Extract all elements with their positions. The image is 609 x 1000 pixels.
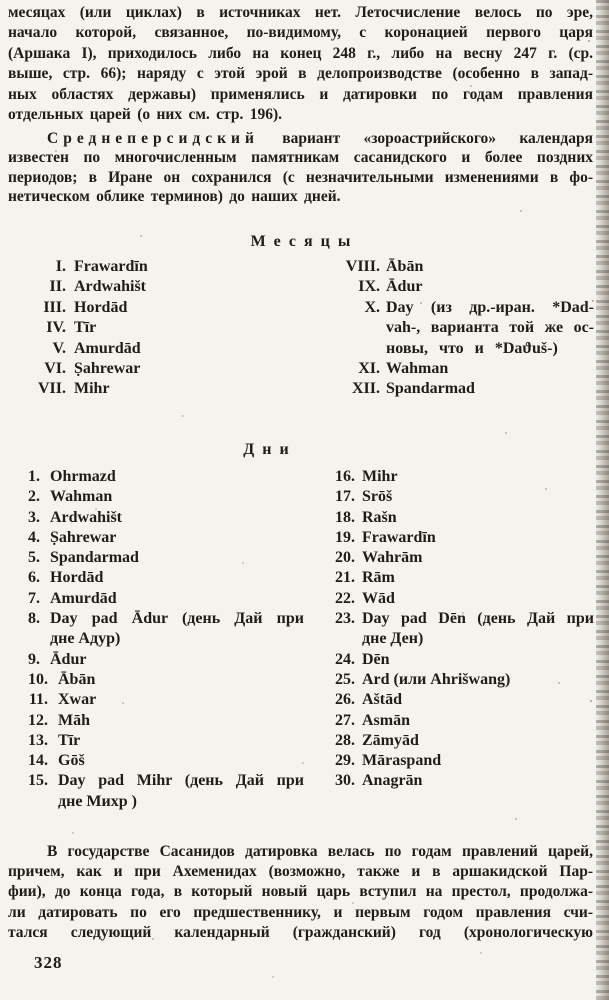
list-item <box>10 508 304 528</box>
scan-speckles <box>0 0 2 2</box>
item-name: Asmān <box>362 711 411 729</box>
list-item <box>10 548 304 568</box>
list-item <box>322 528 594 548</box>
item-name: Aštād <box>362 691 403 709</box>
item-name: Hordād <box>50 569 104 587</box>
item-number: IV. <box>46 319 66 337</box>
list-item <box>322 731 594 751</box>
item-number: 29. <box>335 752 355 770</box>
paragraph-line <box>8 129 593 148</box>
paragraph-line-rest: вариант «зороастрийского» календаря <box>282 130 593 147</box>
paragraph-line: тался следующий календарный (гражданский) год (хронологическую <box>8 923 593 941</box>
item-number: 4. <box>28 528 40 546</box>
list-item <box>10 731 304 751</box>
list-item <box>24 379 304 399</box>
item-number: VI. <box>44 360 66 378</box>
paragraph-line: ных областях державы) применялись и датировки по годам правления <box>8 85 593 103</box>
item-name: Māh <box>58 711 90 729</box>
item-name <box>386 298 594 359</box>
list-item <box>10 670 304 690</box>
item-name: Frawardīn <box>362 528 436 546</box>
list-item <box>330 359 594 379</box>
item-number: 15. <box>28 772 48 790</box>
item-name: Māraspand <box>362 752 442 770</box>
item-name-line: Day pad Ādur (день Дай при <box>50 610 304 628</box>
item-name: Amurdād <box>50 589 117 607</box>
item-name: Mihr <box>362 468 398 485</box>
item-number: II. <box>49 278 66 296</box>
item-number: 3. <box>28 508 40 526</box>
item-name: Anagrān <box>362 772 423 790</box>
list-item <box>322 589 594 609</box>
list-item <box>322 609 594 650</box>
item-name: Ṣahrewar <box>50 528 117 546</box>
item-name: Ohrmazd <box>50 468 116 485</box>
days-list-left <box>10 467 304 812</box>
list-item <box>24 359 304 379</box>
item-name: Ardwahišt <box>74 278 147 296</box>
item-number: IX. <box>358 278 380 296</box>
item-name-line: дне Адур) <box>50 630 121 648</box>
item-number: 26. <box>335 691 355 709</box>
item-number: X. <box>364 298 380 316</box>
paragraph-line: В государстве Сасанидов датировка велась по годам правлений царей, <box>47 843 593 860</box>
item-name-line: Day pad Dēn (день Дай при <box>362 610 594 628</box>
item-number: V. <box>52 339 66 357</box>
item-name: Spandarmad <box>386 380 475 398</box>
item-number: 18. <box>335 508 355 526</box>
item-number: 17. <box>335 488 355 506</box>
item-name <box>50 609 304 650</box>
item-number: 11. <box>28 691 48 709</box>
item-number: 25. <box>335 670 355 688</box>
paragraph-top <box>8 3 593 125</box>
paragraph-line: месяцах (или циклах) в источниках нет. Летосчисление велось по эре, <box>8 4 593 21</box>
list-item <box>330 277 594 297</box>
item-name: Ṣahrewar <box>74 360 141 378</box>
months-list-left <box>24 257 304 400</box>
paragraph-line: периодов; в Иране он сохранился (с незначительными изменениями в фо- <box>8 168 593 186</box>
item-name: Wahman <box>50 488 113 506</box>
item-number: 7. <box>28 589 40 607</box>
list-item <box>10 528 304 548</box>
item-name: Wahman <box>386 360 449 378</box>
item-name-line: дне Ден) <box>362 630 424 648</box>
list-item <box>322 568 594 588</box>
list-item <box>322 467 594 487</box>
list-item <box>322 548 594 568</box>
item-name: Ābān <box>58 670 96 688</box>
item-name: Ardwahišt <box>50 508 123 526</box>
list-item <box>24 298 304 318</box>
item-name: Mihr <box>74 380 110 398</box>
item-number: XII. <box>351 380 380 398</box>
item-name: Srōš <box>362 488 393 506</box>
item-name: Rām <box>362 569 395 587</box>
item-number: 1. <box>28 468 40 485</box>
list-item <box>322 751 594 771</box>
list-item <box>322 487 594 507</box>
item-number: 14. <box>28 752 48 770</box>
item-name: Ādur <box>386 278 423 296</box>
paragraph-middle <box>8 129 593 207</box>
item-name: Frawardīn <box>74 258 148 275</box>
item-name-line: vah-, варианта той же ос- <box>386 319 594 337</box>
item-name: Ard (или Ahrišwang) <box>362 670 511 688</box>
list-item <box>322 771 594 791</box>
item-number: 13. <box>28 731 48 749</box>
list-item <box>322 690 594 710</box>
list-item <box>322 670 594 690</box>
list-item <box>10 771 304 812</box>
item-number: 9. <box>28 650 40 668</box>
list-item <box>322 508 594 528</box>
item-name-line: новы, что и *Daϑuš-) <box>386 339 558 357</box>
paragraph-line: нетическом облике терминов) до наших дней. <box>8 188 341 206</box>
paragraph-line: отдельных царей (о них см. стр. 196). <box>8 106 283 124</box>
item-name: Amurdād <box>74 339 141 357</box>
item-number: 22. <box>335 589 355 607</box>
item-name-line: Day pad Mihr (день Дай при <box>58 772 304 790</box>
item-number: 20. <box>335 549 355 567</box>
item-number: 19. <box>335 528 355 546</box>
item-number: 28. <box>335 731 355 749</box>
item-number: 2. <box>28 488 40 506</box>
paragraph-line: начало которой, связанное, по-видимому, с коронацией первого царя <box>8 24 593 42</box>
item-number: III. <box>43 298 66 316</box>
item-name: Ābān <box>386 258 424 275</box>
list-item <box>10 650 304 670</box>
item-name: Tīr <box>74 319 97 337</box>
item-name: Zāmyād <box>362 731 419 749</box>
list-item <box>10 568 304 588</box>
item-name: Wād <box>362 589 395 607</box>
paragraph-line: известен по многочисленным памятникам сасанидского и более поздних <box>8 149 593 167</box>
list-item <box>24 277 304 297</box>
scan-edge-artifact <box>596 0 609 1000</box>
months-heading: Месяцы <box>250 233 359 250</box>
paragraph-line: причем, как и при Ахеменидах (возможно, также и в аршакидской Пар- <box>8 863 593 881</box>
item-number: 27. <box>335 711 355 729</box>
item-name: Dēn <box>362 650 390 668</box>
item-number: 24. <box>335 650 355 668</box>
item-number: 6. <box>28 569 40 587</box>
list-item <box>10 609 304 650</box>
days-list-right <box>322 467 594 792</box>
item-number: I. <box>55 258 66 275</box>
list-item <box>24 257 304 277</box>
list-item <box>330 298 594 359</box>
item-name: Spandarmad <box>50 549 139 567</box>
item-name-line: Day (из др.-иран. *Dad- <box>386 298 594 316</box>
item-name: Hordād <box>74 298 128 316</box>
item-name: Tīr <box>58 731 81 749</box>
paragraph-line: выше, стр. 66); наряду с этой эрой в делопроизводстве (особенно в запад- <box>8 65 593 83</box>
list-item <box>24 339 304 359</box>
list-item <box>10 589 304 609</box>
list-item <box>10 487 304 507</box>
item-number: 10. <box>28 670 48 688</box>
item-name <box>58 771 304 812</box>
list-item <box>322 711 594 731</box>
item-number: 23. <box>335 610 355 628</box>
list-item <box>330 257 594 277</box>
paragraph-line: ли датировать по его предшественнику, и первым годом правления счи- <box>8 903 593 921</box>
list-item <box>322 650 594 670</box>
list-item <box>10 711 304 731</box>
months-list-right <box>330 257 594 400</box>
paragraph-line: фии), до конца года, в который новый царь вступил на престол, продолжа- <box>8 883 593 901</box>
item-number: 12. <box>28 711 48 729</box>
item-number: 30. <box>335 772 355 790</box>
item-number: VIII. <box>345 258 380 275</box>
list-item <box>10 467 304 487</box>
item-name: Ādur <box>50 650 87 668</box>
item-number: 16. <box>335 468 355 485</box>
paragraph-line: (Аршака I), приходилось либо на конец 248 г., либо на весну 247 г. (ср. <box>8 44 593 62</box>
list-item <box>10 751 304 771</box>
item-number: 8. <box>28 610 40 628</box>
list-item <box>10 690 304 710</box>
item-name: Rašn <box>362 508 397 526</box>
letterspaced-word: Среднеперсидский <box>47 130 259 147</box>
item-name: Gōš <box>58 752 85 770</box>
item-number: XI. <box>358 360 380 378</box>
item-name <box>362 609 594 650</box>
page-number: 328 <box>34 953 63 972</box>
item-number: VII. <box>37 380 66 398</box>
item-name: Wahrām <box>362 549 423 567</box>
paragraph-bottom <box>8 842 593 943</box>
item-name-line: дне Михр ) <box>58 792 137 810</box>
item-number: 21. <box>335 569 355 587</box>
list-item <box>330 379 594 399</box>
item-name: Xwar <box>58 691 97 709</box>
item-number: 5. <box>28 549 40 567</box>
list-item <box>24 318 304 338</box>
days-heading: Дни <box>243 441 297 458</box>
